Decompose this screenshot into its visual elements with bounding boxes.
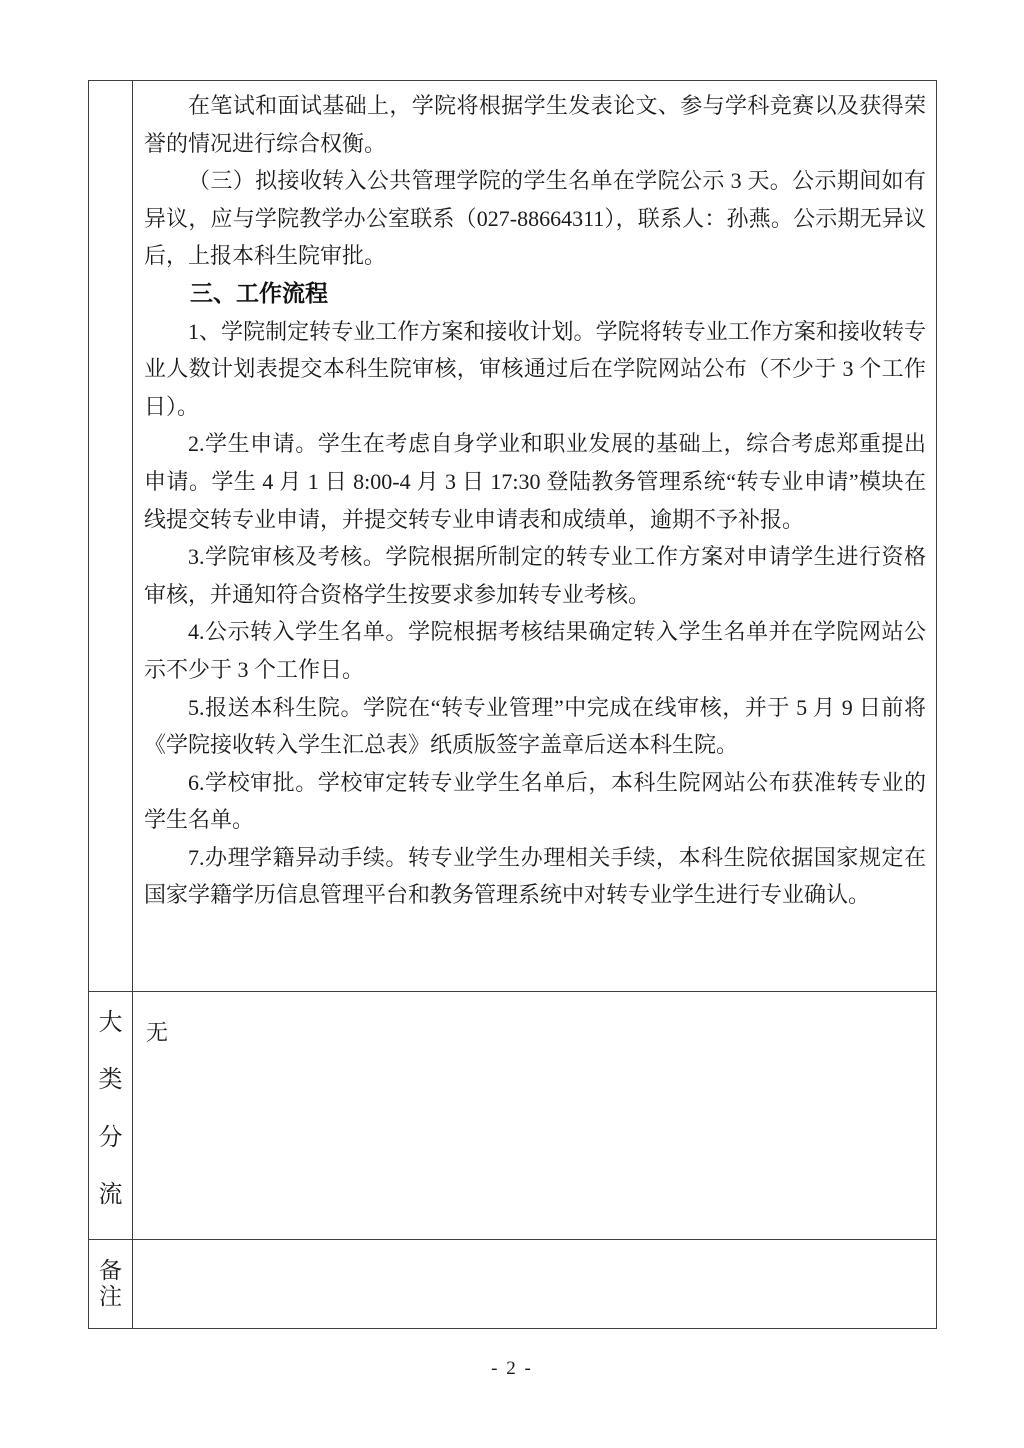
workflow-step-7: 7.办理学籍异动手续。转专业学生办理相关手续，本科生院依据国家规定在国家学籍学历信息管理平台和教务管理系统中对转专业学生进行专业确认。 xyxy=(144,844,926,908)
label-char: 备 xyxy=(99,1258,122,1283)
page-number: - 2 - xyxy=(491,1358,533,1379)
table-row-remarks xyxy=(89,1239,936,1328)
workflow-step-3: 3.学院审核及考核。学院根据所制定的转专业工作方案对申请学生进行资格审核，并通知符合资格学生按要求参加转专业考核。 xyxy=(144,544,926,607)
label-char: 分 xyxy=(98,1124,123,1151)
workflow-step-5: 5.报送本科生院。学院在“转专业管理”中完成在线审核，并于 5 月 9 日前将《学院接收转入学生汇总表》纸质版签字盖章后送本科生院。 xyxy=(144,694,926,758)
document-table xyxy=(88,80,937,1329)
section-heading-workflow: 三、工作流程 xyxy=(190,279,328,306)
workflow-step-2: 2.学生申请。学生在考虑自身学业和职业发展的基础上，综合考虑郑重提出申请。学生 4 月 1 日 8:00-4 月 3 日 17:30 登陆教务管理系统“转专业申请”模块在线提交转专业申请，并提交转专业申请表和成绩单，逾期不予补报。 xyxy=(144,431,926,532)
category-split-value: 无 xyxy=(146,1020,169,1045)
paragraph-intro-1: 在笔试和面试基础上，学院将根据学生发表论文、参与学科竞赛以及获得荣誉的情况进行综合权衡。 xyxy=(144,93,926,156)
label-char: 大 xyxy=(98,1010,123,1036)
main-text-block xyxy=(133,81,936,914)
paragraph-intro-2: （三）拟接收转入公共管理学院的学生名单在学院公示 3 天。公示期间如有异议，应与学院教学办公室联系（027-88664311），联系人：孙燕。公示期无异议后，上报本科生院审批。 xyxy=(144,168,926,269)
label-char: 注 xyxy=(99,1284,122,1309)
label-char: 流 xyxy=(98,1181,123,1208)
row-label-remarks xyxy=(89,1240,133,1328)
remarks-value xyxy=(133,1240,936,1248)
workflow-step-4: 4.公示转入学生名单。学院根据考核结果确定转入学生名单并在学院网站公示不少于 3 个工作日。 xyxy=(144,619,926,682)
label-char: 类 xyxy=(98,1067,123,1094)
row-label-category-split xyxy=(89,992,133,1239)
workflow-step-6: 6.学校审批。学校审定转专业学生名单后，本科生院网站公布获准转专业的学生名单。 xyxy=(144,769,926,833)
table-row-category-split xyxy=(89,991,936,1239)
workflow-step-1: 1、学院制定转专业工作方案和接收计划。学院将转专业工作方案和接收转专业人数计划表提交本科生院审核，审核通过后在学院网站公布（不少于 3 个工作日）。 xyxy=(144,318,926,419)
category-split-content-cell xyxy=(133,992,936,1239)
remarks-content-cell xyxy=(133,1240,936,1328)
row-label-cell-empty xyxy=(89,81,133,991)
table-row-main xyxy=(89,81,936,991)
main-content-cell xyxy=(133,81,936,991)
